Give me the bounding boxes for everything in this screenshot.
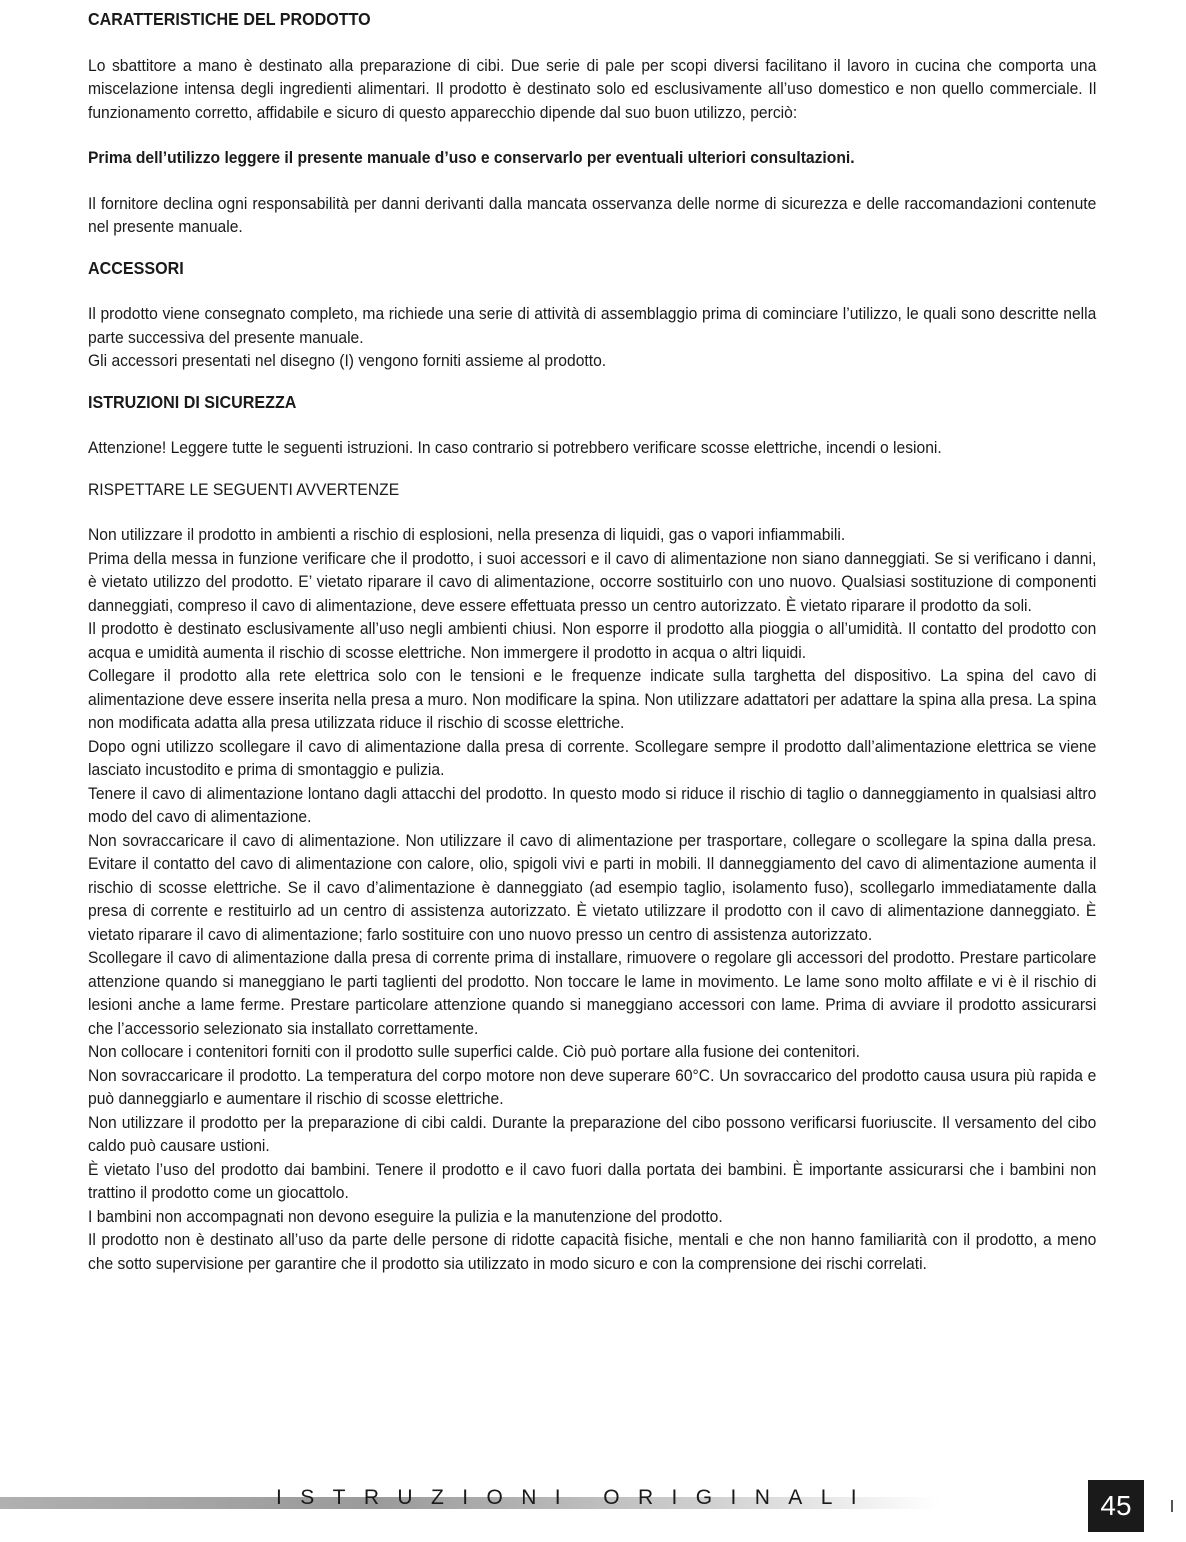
warning-item: Scollegare il cavo di alimentazione dalla presa di corrente prima di installare, rimuovere o regolare gli accessori del prodotto. Prestare particolare attenzione quando si maneggiano le parti taglienti del prodotto. Non toccare le lame in movimento. Le lame sono molto affilate e vi è il rischio di lesioni anche a lame ferme. Prestare particolare attenzione quando si maneggiano accessori con lame. Prima di avviare il prodotto assicurarsi che l’accessorio selezionato sia installato correttamente. bbox=[88, 948, 1097, 1038]
accessories-heading: ACCESSORI bbox=[88, 257, 184, 278]
warning-item: Non sovraccaricare il prodotto. La temperatura del corpo motore non deve superare 60°C. Un sovraccarico del prodotto causa usura più rapida e può danneggiarlo e aumentare il rischio di scosse elettriche. bbox=[88, 1065, 1097, 1108]
warning-item: Prima della messa in funzione verificare che il prodotto, i suoi accessori e il cavo di alimentazione non siano danneggiati. Se si verificano i danni, è vietato utilizzo del prodotto. E’ vietato riparare il cavo di alimentazione, occorre sostituirlo con uno nuovo. Qualsiasi sostituzione di componenti danneggiati, compreso il cavo di alimentazione, deve essere effettuata presso un centro autorizzato. È vietato riparare il prodotto da soli. bbox=[88, 548, 1097, 615]
warning-item: I bambini non accompagnati non devono eseguire la pulizia e la manutenzione del prodotto. bbox=[88, 1206, 723, 1226]
features-text: Lo sbattitore a mano è destinato alla preparazione di cibi. Due serie di pale per scopi diversi facilitano il lavoro in cucina che comporta una miscelazione intensa degli ingredienti alimentari. Il prodotto è destinato solo ed esclusivamente all’uso domestico e non quello commerciale. Il funzionamento corretto, affidabile e sicuro di questo apparecchio dipende dal suo buon utilizzo, perciò: bbox=[88, 55, 1097, 122]
page-number: 45 bbox=[1088, 1480, 1144, 1532]
warning-item: Il prodotto è destinato esclusivamente all’uso negli ambienti chiusi. Non esporre il prodotto alla pioggia o all’umidità. Il contatto del prodotto con acqua e umidità aumenta il rischio di scosse elettriche. Non immergere il prodotto in acqua o altri liquidi. bbox=[88, 619, 1097, 662]
warning-item: Non utilizzare il prodotto in ambienti a rischio di esplosioni, nella presenza di liquidi, gas o vapori infiammabili. bbox=[88, 525, 846, 544]
warning-item: Il prodotto non è destinato all’uso da parte delle persone di ridotte capacità fisiche, mentali e che non hanno familiarità con il prodotto, a meno che sotto supervisione per garantire che il prodotto sia utilizzato in modo sicuro e con la comprensione dei rischi correlati. bbox=[88, 1230, 1097, 1273]
edge-mark bbox=[1171, 1500, 1173, 1512]
warnings-heading: RISPETTARE LE SEGUENTI AVVERTENZE bbox=[88, 479, 400, 499]
warning-item: Non sovraccaricare il cavo di alimentazione. Non utilizzare il cavo di alimentazione per trasportare, collegare o scollegare la spina dalla presa. Evitare il contatto del cavo di alimentazione con calore, olio, spigoli vivi e parti in mobili. Il danneggiamento del cavo di alimentazione aumenta il rischio di scosse elettriche. Se il cavo d’alimentazione è danneggiato (ad esempio taglio, isolamento fuso), scollegarlo immediatamente dalla presa di corrente e restituirlo ad un centro di assistenza autorizzato. È vietato utilizzare il prodotto con il cavo di alimentazione danneggiato. È vietato riparare il cavo di alimentazione; farlo sostituire con uno nuovo presso un centro di assistenza autorizzato. bbox=[88, 830, 1097, 944]
safety-intro: Attenzione! Leggere tutte le seguenti istruzioni. In caso contrario si potrebbero verificare scosse elettriche, incendi o lesioni. bbox=[88, 438, 942, 457]
warning-item: Collegare il prodotto alla rete elettrica solo con le tensioni e le frequenze indicate sulla targhetta del dispositivo. La spina del cavo di alimentazione deve essere inserita nella presa a muro. Non modificare la spina. Non utilizzare adattatori per adattare la spina alla presa. La spina non modificata adatta alla presa utilizzata riduce il rischio di scosse elettriche. bbox=[88, 666, 1097, 732]
warning-item: Tenere il cavo di alimentazione lontano dagli attacchi del prodotto. In questo modo si riduce il rischio di taglio o danneggiamento in qualsiasi altro modo del cavo di alimentazione. bbox=[88, 783, 1097, 826]
features-bold-notice: Prima dell’utilizzo leggere il presente manuale d’uso e conservarlo per eventuali ulteriori consultazioni. bbox=[88, 148, 855, 167]
features-heading: CARATTERISTICHE DEL PRODOTTO bbox=[88, 9, 371, 29]
warning-item: È vietato l’uso del prodotto dai bambini. Tenere il prodotto e il cavo fuori dalla portata dei bambini. È importante assicurarsi che i bambini non trattino il prodotto come un giocattolo. bbox=[88, 1159, 1097, 1202]
accessories-text-2: Gli accessori presentati nel disegno (I) vengono forniti assieme al prodotto. bbox=[88, 351, 607, 370]
warnings-list bbox=[88, 523, 1096, 1275]
document-body bbox=[88, 8, 1096, 1275]
warning-item: Non utilizzare il prodotto per la preparazione di cibi caldi. Durante la preparazione del cibo possono verificarsi fuoriuscite. Il versamento del cibo caldo può causare ustioni. bbox=[88, 1112, 1097, 1155]
features-disclaimer: Il fornitore declina ogni responsabilità per danni derivanti dalla mancata osservanza delle norme di sicurezza e delle raccomandazioni contenute nel presente manuale. bbox=[88, 193, 1097, 236]
warning-item: Dopo ogni utilizzo scollegare il cavo di alimentazione dalla presa di corrente. Scollegare sempre il prodotto dall’alimentazione elettrica se viene lasciato incustodito e prima di smontaggio e pulizia. bbox=[88, 736, 1097, 779]
warning-item: Non collocare i contenitori forniti con il prodotto sulle superfici calde. Ciò può portare alla fusione dei contenitori. bbox=[88, 1042, 861, 1061]
accessories-text: Il prodotto viene consegnato completo, ma richiede una serie di attività di assemblaggio prima di cominciare l’utilizzo, le quali sono descritte nella parte successiva del presente manuale. bbox=[88, 304, 1097, 347]
footer-label: ISTRUZIONI ORIGINALI bbox=[276, 1486, 876, 1509]
safety-heading: ISTRUZIONI DI SICUREZZA bbox=[88, 391, 297, 412]
